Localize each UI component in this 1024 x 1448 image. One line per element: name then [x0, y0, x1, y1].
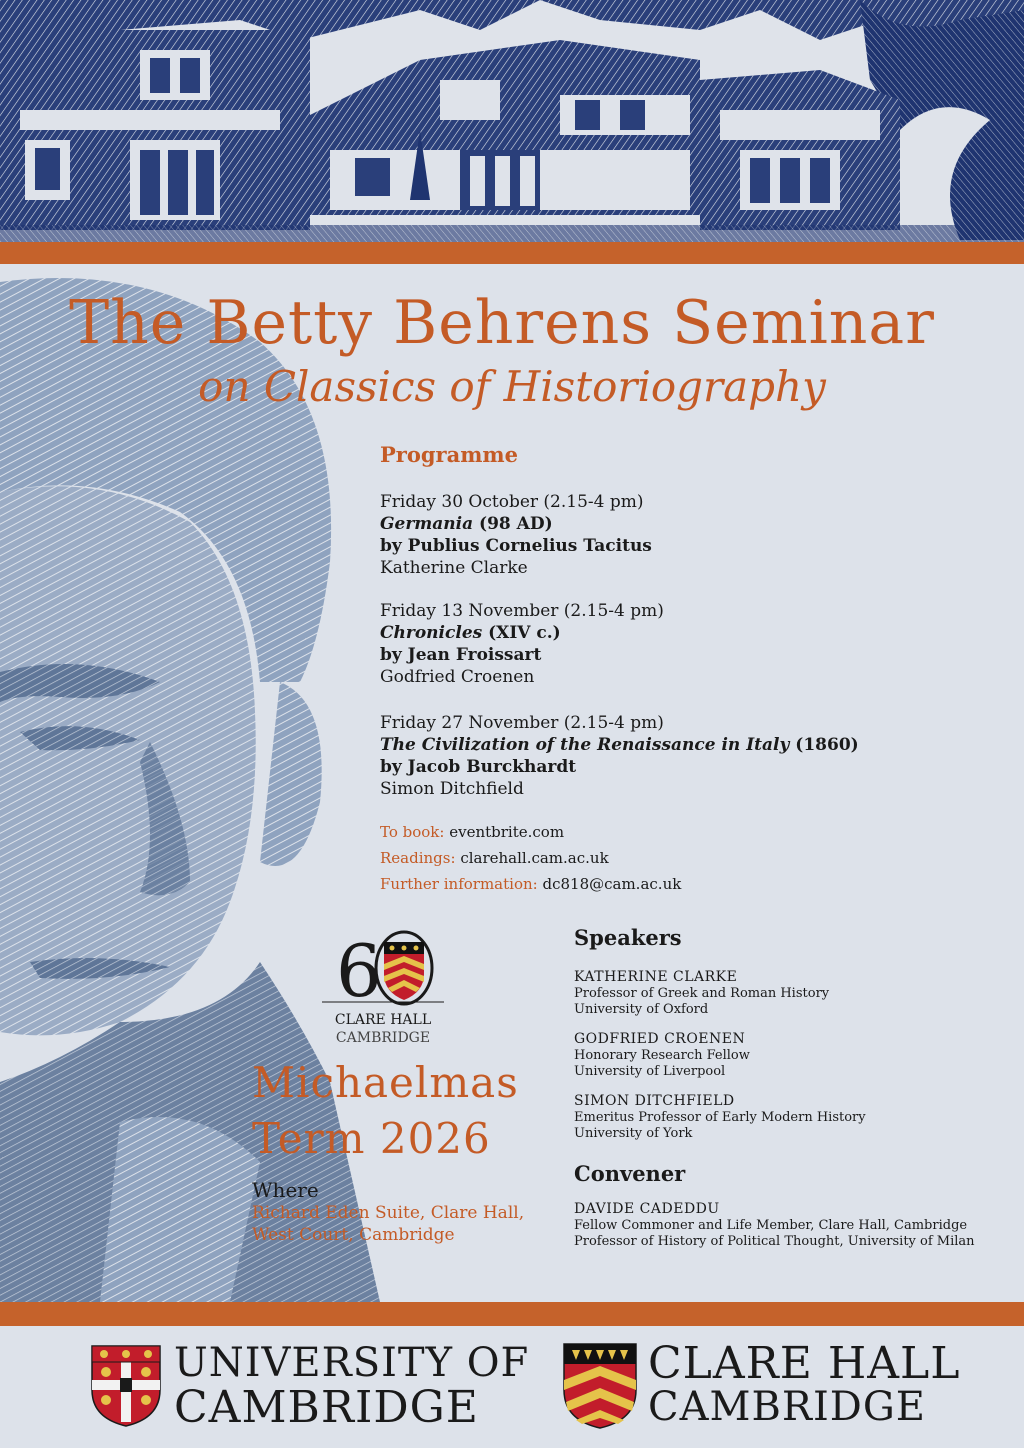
- session-date: Friday 30 October (2.15-4 pm): [380, 492, 644, 512]
- svg-text:6: 6: [336, 929, 382, 1006]
- convener-name: DAVIDE CADEDDU: [574, 1201, 720, 1217]
- badge-line2: CAMBRIDGE: [335, 1030, 431, 1046]
- programme-heading: Programme: [380, 442, 519, 467]
- further-info-label: Further information:: [380, 875, 538, 893]
- session-speaker: Katherine Clarke: [380, 558, 528, 578]
- sixty-shield-icon: [318, 926, 448, 1006]
- convener-heading: Convener: [574, 1161, 686, 1186]
- session-work: Chronicles: [380, 623, 483, 643]
- badge-line1: CLARE HALL: [334, 1012, 432, 1028]
- speaker-title: Professor of Greek and Roman History: [574, 986, 830, 1001]
- speaker-affiliation: University of Liverpool: [574, 1064, 726, 1079]
- session-work: The Civilization of the Renaissance in Italy: [380, 735, 790, 755]
- clare-hall-shield-icon: [562, 1342, 638, 1430]
- speaker-name: KATHERINE CLARKE: [574, 969, 738, 985]
- cambridge-logo-line1: UNIVERSITY OF: [174, 1340, 530, 1386]
- building-engraving-image: [0, 0, 1024, 242]
- session-author: by Publius Cornelius Tacitus: [380, 536, 652, 556]
- speaker-affiliation: University of York: [574, 1126, 693, 1141]
- speaker-entry: [574, 1031, 750, 1080]
- clare-hall-logo-line2: CAMBRIDGE: [648, 1384, 926, 1430]
- seminar-title: The Betty Behrens Seminar: [69, 288, 935, 358]
- session-work-date: (98 AD): [473, 514, 553, 534]
- header-building-illustration: [0, 0, 1024, 242]
- cambridge-crest-icon: [90, 1344, 162, 1428]
- further-info: [380, 875, 681, 893]
- session-author: by Jacob Burckhardt: [380, 757, 577, 777]
- session-speaker: Godfried Croenen: [380, 667, 535, 687]
- clare-hall-60-badge: [318, 926, 448, 1050]
- speakers-heading: Speakers: [574, 925, 682, 950]
- booking-label: To book:: [380, 823, 445, 841]
- booking-info: [380, 823, 564, 841]
- readings-label: Readings:: [380, 849, 456, 867]
- session-work: Germania: [380, 514, 474, 534]
- cambridge-logo-line2: CAMBRIDGE: [174, 1382, 479, 1433]
- speaker-entry: [574, 1093, 866, 1142]
- speaker-affiliation: University of Oxford: [574, 1002, 709, 1017]
- where-label: Where: [252, 1178, 319, 1202]
- speaker-title: Emeritus Professor of Early Modern History: [574, 1110, 866, 1125]
- speaker-entry: [574, 969, 829, 1018]
- term-line2: Term 2026: [252, 1114, 491, 1163]
- session-date: Friday 27 November (2.15-4 pm): [380, 713, 664, 733]
- session-date: Friday 13 November (2.15-4 pm): [380, 601, 664, 621]
- readings-info: [380, 849, 609, 867]
- term-line1: Michaelmas: [252, 1058, 519, 1107]
- speaker-title: Honorary Research Fellow: [574, 1048, 750, 1063]
- contact-email-link[interactable]: dc818@cam.ac.uk: [542, 875, 682, 893]
- footer-logos: [0, 1328, 1024, 1448]
- session-speaker: Simon Ditchfield: [380, 779, 524, 799]
- clare-hall-logo-line1: CLARE HALL: [648, 1338, 961, 1389]
- session-work-date: (XIV c.): [482, 623, 561, 643]
- venue-line2: West Court, Cambridge: [252, 1225, 455, 1245]
- convener-entry: [574, 1201, 975, 1250]
- readings-link[interactable]: clarehall.cam.ac.uk: [460, 849, 609, 867]
- programme-session: [380, 491, 652, 579]
- top-orange-band: [0, 242, 1024, 264]
- session-author: by Jean Froissart: [380, 645, 542, 665]
- programme-session: [380, 600, 664, 688]
- convener-role1: Fellow Commoner and Life Member, Clare Hall, Cambridge: [574, 1218, 968, 1233]
- seminar-subtitle: on Classics of Historiography: [198, 362, 826, 411]
- booking-link[interactable]: eventbrite.com: [449, 823, 565, 841]
- convener-role2: Professor of History of Political Thought, University of Milan: [574, 1234, 975, 1249]
- bottom-orange-band: [0, 1302, 1024, 1326]
- session-work-date: (1860): [789, 735, 859, 755]
- programme-session: [380, 712, 859, 800]
- speaker-name: SIMON DITCHFIELD: [574, 1093, 735, 1109]
- venue-line1: Richard Eden Suite, Clare Hall,: [252, 1203, 525, 1223]
- speaker-name: GODFRIED CROENEN: [574, 1031, 746, 1047]
